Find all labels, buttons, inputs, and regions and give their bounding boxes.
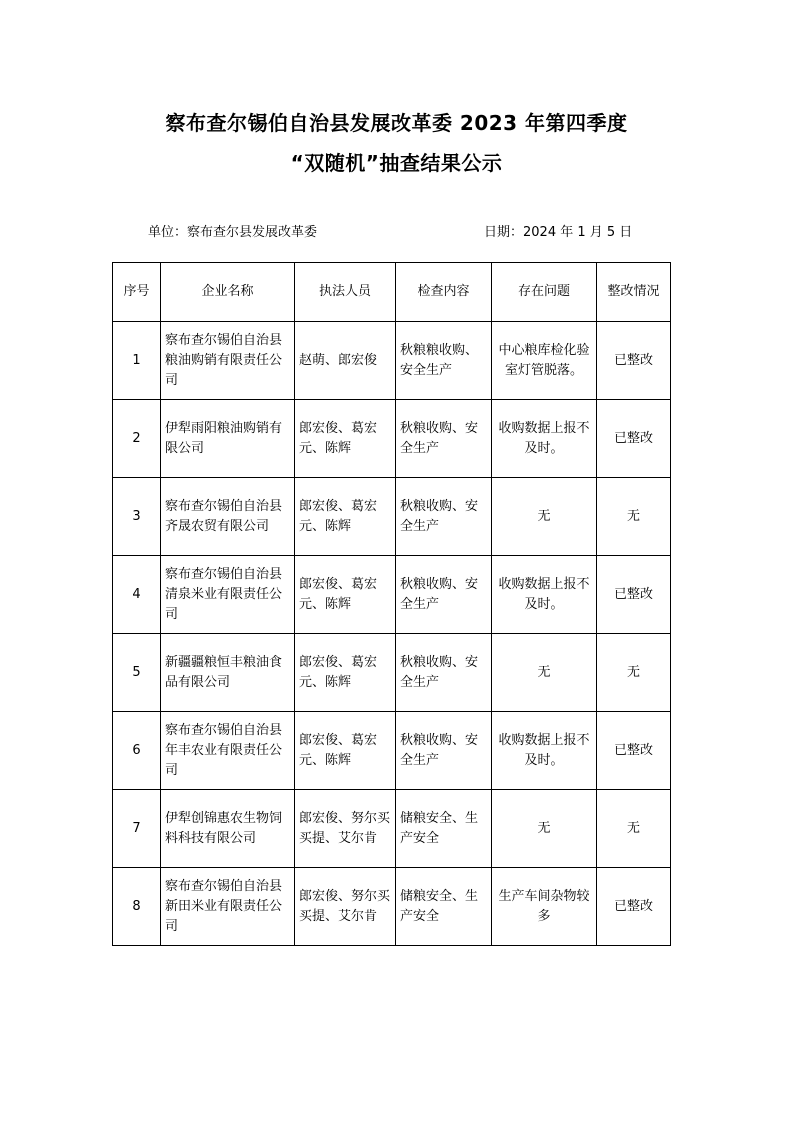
cell-index: 7 <box>113 790 161 868</box>
cell-content: 秋粮收购、安全生产 <box>396 556 492 634</box>
cell-content: 秋粮收购、安全生产 <box>396 712 492 790</box>
header-rectification: 整改情况 <box>597 263 671 322</box>
cell-index: 6 <box>113 712 161 790</box>
cell-index: 2 <box>113 400 161 478</box>
cell-inspectors: 郎宏俊、葛宏元、陈辉 <box>295 712 396 790</box>
table-row <box>113 478 671 556</box>
cell-issues: 中心粮库检化验室灯管脱落。 <box>492 322 597 400</box>
cell-index: 4 <box>113 556 161 634</box>
cell-rectification: 已整改 <box>597 400 671 478</box>
cell-inspectors: 郎宏俊、葛宏元、陈辉 <box>295 556 396 634</box>
table-row <box>113 634 671 712</box>
cell-company: 察布查尔锡伯自治县齐晟农贸有限公司 <box>161 478 295 556</box>
header-inspectors: 执法人员 <box>295 263 396 322</box>
table-header-row <box>113 263 671 322</box>
date-label: 日期：2024 年 1 月 5 日 <box>484 225 633 240</box>
cell-company: 伊犁雨阳粮油购销有限公司 <box>161 400 295 478</box>
header-company: 企业名称 <box>161 263 295 322</box>
cell-rectification: 无 <box>597 478 671 556</box>
cell-content: 秋粮收购、安全生产 <box>396 400 492 478</box>
cell-content: 秋粮收购、安全生产 <box>396 634 492 712</box>
cell-inspectors: 郎宏俊、葛宏元、陈辉 <box>295 478 396 556</box>
cell-content: 秋粮粮收购、安全生产 <box>396 322 492 400</box>
cell-index: 3 <box>113 478 161 556</box>
cell-index: 8 <box>113 868 161 946</box>
cell-issues: 收购数据上报不及时。 <box>492 556 597 634</box>
cell-issues: 收购数据上报不及时。 <box>492 400 597 478</box>
cell-content: 储粮安全、生产安全 <box>396 868 492 946</box>
results-table <box>112 262 671 946</box>
cell-inspectors: 郎宏俊、葛宏元、陈辉 <box>295 634 396 712</box>
table-row <box>113 556 671 634</box>
cell-inspectors: 郎宏俊、努尔买买提、艾尔肯 <box>295 868 396 946</box>
table-row <box>113 400 671 478</box>
cell-content: 储粮安全、生产安全 <box>396 790 492 868</box>
cell-issues: 无 <box>492 634 597 712</box>
cell-index: 1 <box>113 322 161 400</box>
cell-inspectors: 郎宏俊、努尔买买提、艾尔肯 <box>295 790 396 868</box>
cell-issues: 无 <box>492 790 597 868</box>
cell-company: 察布查尔锡伯自治县粮油购销有限责任公司 <box>161 322 295 400</box>
cell-issues: 生产车间杂物较多 <box>492 868 597 946</box>
cell-rectification: 已整改 <box>597 712 671 790</box>
header-issues: 存在问题 <box>492 263 597 322</box>
document-title-line-1: 察布查尔锡伯自治县发展改革委 2023 年第四季度 <box>165 111 628 135</box>
cell-company: 察布查尔锡伯自治县新田米业有限责任公司 <box>161 868 295 946</box>
table-row <box>113 868 671 946</box>
cell-company: 察布查尔锡伯自治县年丰农业有限责任公司 <box>161 712 295 790</box>
cell-company: 伊犁创锦惠农生物饲料科技有限公司 <box>161 790 295 868</box>
cell-inspectors: 郎宏俊、葛宏元、陈辉 <box>295 400 396 478</box>
cell-rectification: 已整改 <box>597 556 671 634</box>
cell-company: 新疆疆粮恒丰粮油食品有限公司 <box>161 634 295 712</box>
cell-issues: 无 <box>492 478 597 556</box>
unit-label: 单位：察布查尔县发展改革委 <box>148 225 318 240</box>
cell-issues: 收购数据上报不及时。 <box>492 712 597 790</box>
header-index: 序号 <box>113 263 161 322</box>
header-content: 检查内容 <box>396 263 492 322</box>
document-title-line-2: “双随机”抽查结果公示 <box>290 151 503 175</box>
table-row <box>113 790 671 868</box>
table-row <box>113 712 671 790</box>
cell-index: 5 <box>113 634 161 712</box>
cell-content: 秋粮收购、安全生产 <box>396 478 492 556</box>
cell-rectification: 无 <box>597 790 671 868</box>
cell-inspectors: 赵萌、郎宏俊 <box>295 322 396 400</box>
cell-rectification: 无 <box>597 634 671 712</box>
cell-company: 察布查尔锡伯自治县清泉米业有限责任公司 <box>161 556 295 634</box>
cell-rectification: 已整改 <box>597 868 671 946</box>
table-row <box>113 322 671 400</box>
cell-rectification: 已整改 <box>597 322 671 400</box>
